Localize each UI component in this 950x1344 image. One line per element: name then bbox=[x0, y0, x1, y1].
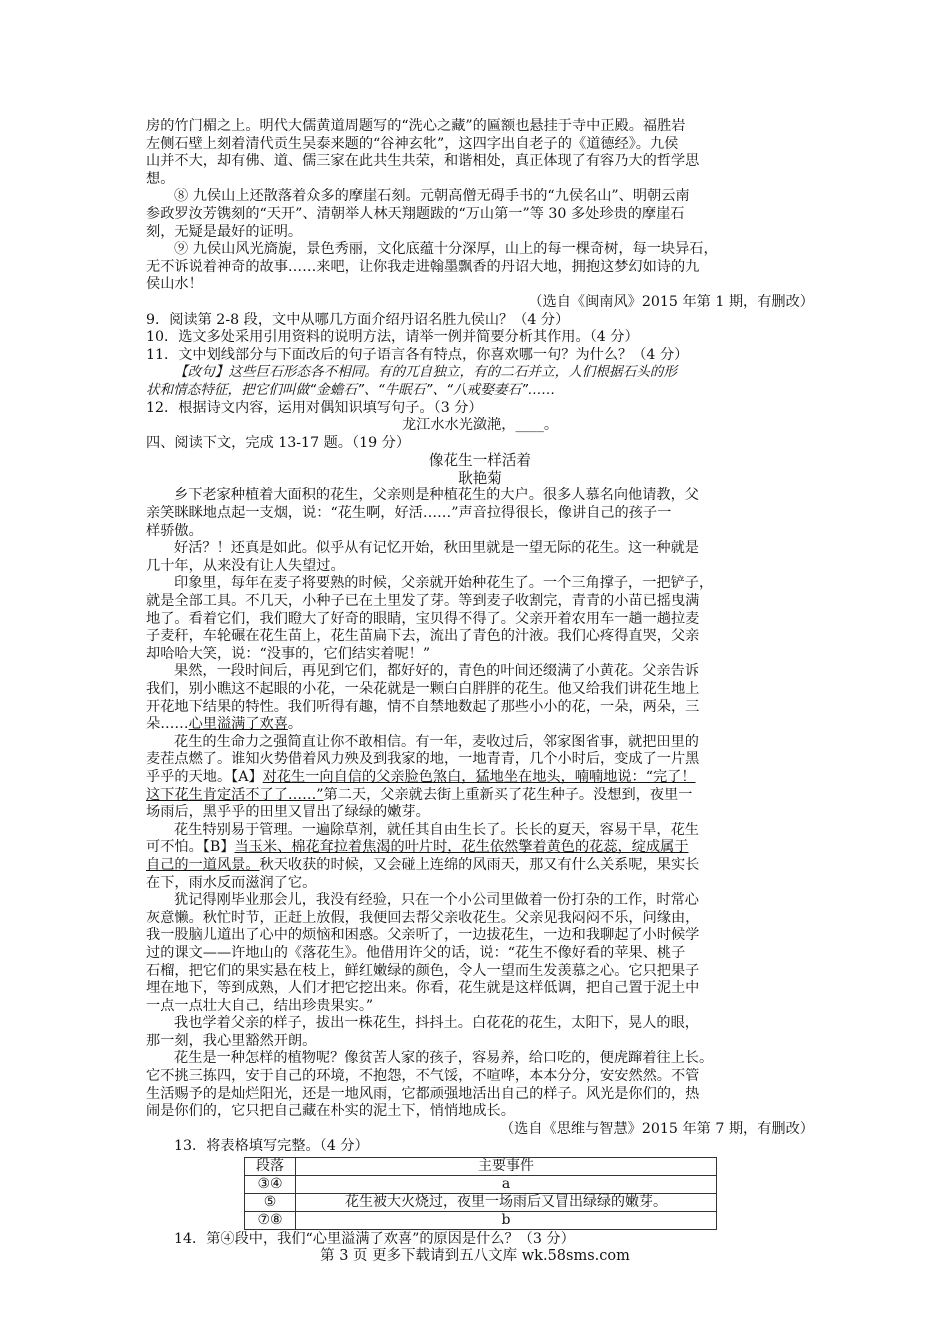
text-fragment: 乎乎的天地。【A】 bbox=[146, 768, 263, 785]
table-cell: 花生被大火烧过，夜里一场雨后又冒出绿绿的嫩芽。 bbox=[296, 1194, 717, 1212]
table-cell: a bbox=[296, 1176, 717, 1194]
revised-sentence-line: 【改句】这些巨石形态各不相同。有的兀自独立，有的二石并立，人们根据石头的形 bbox=[174, 364, 677, 381]
text-line: 好活？！还真是如此。似乎从有记忆开始，秋田里就是一望无际的花生。这一种就是 bbox=[174, 540, 699, 557]
text-line: 我一股脑儿道出了心中的烦恼和困惑。父亲听了，一边拔花生，一边和我聊起了小时候学 bbox=[146, 927, 700, 944]
article-author: 耿艳菊 bbox=[458, 469, 502, 487]
text-line: 参政罗汝芳镌刻的“天开”、清朝举人林天翔题跋的“万山第一”等 30 多处珍贵的摩崖石 bbox=[146, 205, 685, 222]
text-line: 犹记得刚毕业那会儿，我没有经验，只在一个小公司里做着一份打杂的工作，时常心 bbox=[174, 892, 699, 909]
events-table bbox=[244, 1157, 717, 1230]
table-cell: b bbox=[296, 1212, 717, 1230]
question-12: 12．根据诗文内容，运用对偶知识填写句子。（3 分） bbox=[146, 399, 483, 416]
text-line: 印象里，每年在麦子将要熟的时候，父亲就开始种花生了。一个三角撑子，一把铲子， bbox=[174, 575, 714, 592]
text-line: 想。 bbox=[146, 170, 175, 187]
table-cell: ⑦⑧ bbox=[245, 1212, 296, 1230]
text-line: 样骄傲。 bbox=[146, 522, 203, 539]
text-line: ⑧ 九侯山上还散落着众多的摩崖石刻。元朝高僧无碍手书的“九侯名山”、明朝云南 bbox=[174, 188, 690, 205]
text-line: 乡下老家种植着大面积的花生，父亲则是种植花生的大户。很多人慕名向他请教，父 bbox=[174, 487, 699, 504]
text-fragment: 可不怕。【B】 bbox=[146, 839, 235, 856]
text-fragment: 朵…… bbox=[146, 716, 189, 733]
text-line bbox=[146, 857, 814, 875]
table-header-cell: 主要事件 bbox=[296, 1158, 717, 1176]
document-page bbox=[146, 118, 814, 1249]
section-heading: 四、阅读下文，完成 13-17 题。（19 分） bbox=[146, 434, 411, 451]
underlined-sentence-b: 自己的一道风景。 bbox=[146, 856, 260, 873]
source-citation: （选自《闽南风》2015 年第 1 期，有删改） bbox=[528, 293, 814, 310]
text-line: 几十年，从来没有让人失望过。 bbox=[146, 557, 345, 574]
table-row bbox=[245, 1212, 717, 1230]
text-line: 山并不大，却有佛、道、儒三家在此共生共荣，和谐相处，真正体现了有容乃大的哲学思 bbox=[146, 153, 700, 170]
text-line: 果然，一段时间后，再见到它们，都好好的，青色的叶间还缀满了小黄花。父亲告诉 bbox=[174, 663, 699, 680]
text-line: 在下，雨水反而滋润了它。 bbox=[146, 874, 317, 891]
text-line: 左侧石壁上刻着清代贡生吴泰来题的“谷神玄牝”，这四字出自老子的《道德经》。九侯 bbox=[146, 135, 679, 152]
table-row bbox=[245, 1176, 717, 1194]
text-line: 无不诉说着神奇的故事……来吧，让你我走进翰墨飘香的丹诏大地，拥抱这梦幻如诗的九 bbox=[146, 258, 700, 275]
text-fragment: 。 bbox=[287, 716, 303, 733]
table-header-row bbox=[245, 1158, 717, 1176]
text-line: 灰意懒。秋忙时节，正赶上放假，我便回去帮父亲收花生。父亲见我闷闷不乐，问缘由， bbox=[146, 909, 700, 926]
text-line bbox=[146, 716, 814, 734]
text-line: 一点一点壮大自己，结出珍贵果实。” bbox=[146, 997, 374, 1014]
revised-sentence-line: 状和情态特征，把它们叫做“金蟾石”、“牛眠石”、“八戒娶妻石”…… bbox=[146, 381, 556, 398]
table-cell: ③④ bbox=[245, 1176, 296, 1194]
previous-passage bbox=[146, 118, 814, 435]
text-line: ⑨ 九侯山风光旖旎，景色秀丽，文化底蕴十分深厚，山上的每一棵奇树，每一块异石， bbox=[174, 241, 718, 258]
text-line: 我也学着父亲的样子，拔出一株花生，抖抖土。白花花的花生，太阳下，晃人的眼， bbox=[174, 1015, 699, 1032]
text-line: 亲笑眯眯地点起一支烟，说：“花生啊，好活……”声音拉得很长，像讲自己的孩子一 bbox=[146, 505, 672, 522]
question-9: 9．阅读第 2-8 段，文中从哪几方面介绍丹诏名胜九侯山？（4 分） bbox=[146, 311, 570, 328]
text-line: 刻，无疑是最好的证明。 bbox=[146, 223, 303, 240]
question-10: 10．选文多处采用引用资料的说明方法，请举一例并简要分析其作用。（4 分） bbox=[146, 329, 639, 346]
underlined-sentence-b: 当玉米、棉花耷拉着焦渴的叶片时，花生依然擎着黄色的花蕊，绽成属于 bbox=[234, 839, 689, 856]
question-14: 14．第④段中，我们“心里溢满了欢喜”的原因是什么？（3 分） bbox=[174, 1231, 575, 1248]
text-line: 开花地下结果的特性。我们听得有趣，情不自禁地数起了那些小小的花，一朵，两朵，三 bbox=[146, 698, 700, 715]
text-line: 却哈哈大笑，说：“没事的，它们结实着呢！” bbox=[146, 645, 431, 662]
text-line: 房的竹门楣之上。明代大儒黄道周题写的“洗心之藏”的匾额也悬挂于寺中正殿。福胜岩 bbox=[146, 118, 686, 134]
page-footer: 第 3 页 更多下载请到五八文库 wk.58sms.com bbox=[320, 1248, 630, 1264]
text-line: 场雨后，黑乎乎的田里又冒出了绿绿的嫩芽。 bbox=[146, 804, 430, 821]
underlined-sentence-a: 这下花生肯定活不了了……” bbox=[146, 786, 324, 803]
table-row bbox=[245, 1194, 717, 1212]
underlined-sentence-a: 对花生一向自信的父亲脸色煞白，猛地坐在地头，喃喃地说：“完了！ bbox=[262, 768, 696, 785]
text-line: 我们，别小瞧这不起眼的小花，一朵花就是一颗白白胖胖的花生。他又给我们讲花生地上 bbox=[146, 681, 700, 697]
text-line: 麦茬点燃了。谁知火势借着风力殃及到我家的地，一地青青，几个小时后，变成了一片黑 bbox=[146, 751, 700, 768]
question-11: 11．文中划线部分与下面改后的句子语言各有特点，你喜欢哪一句？为什么？（4 分） bbox=[146, 346, 689, 363]
text-line: 花生是一种怎样的植物呢？像贫苦人家的孩子，容易养，给口吃的，便虎蹿着往上长。 bbox=[174, 1050, 714, 1067]
section-four bbox=[146, 435, 814, 1249]
text-line: 埋在地下，等到成熟，人们才把它挖出来。你看，花生就是这样低调，把自己置于泥土中 bbox=[146, 980, 700, 997]
text-line: 闹是你们的，它只把自己藏在朴实的泥土下，悄悄地成长。 bbox=[146, 1103, 515, 1120]
couplet-blank: 龙江水水光潋滟，____。 bbox=[401, 417, 559, 434]
text-line bbox=[146, 839, 814, 857]
text-line: 就是全部工具。不几天，小种子已在土里发了芽。等到麦子收割完，青青的小苗已摇曳满 bbox=[146, 593, 700, 610]
text-line: 子麦秆，车轮碾在花生苗上，花生苗扁下去，流出了青色的汁液。我们心疼得直哭，父亲 bbox=[146, 628, 700, 645]
text-line bbox=[146, 787, 814, 805]
text-line: 它不挑三拣四，安于自己的环境，不抱怨，不气馁，不喧哗，本本分分，安安然然。不管 bbox=[146, 1068, 700, 1085]
table-cell: ⑤ bbox=[245, 1194, 296, 1212]
text-line: 花生的生命力之强简直让你不敢相信。有一年，麦收过后，邻家图省事，就把田里的 bbox=[174, 733, 699, 750]
text-fragment: 秋天收获的时候，又会碰上连绵的风雨天，那又有什么关系呢，果实长 bbox=[259, 856, 700, 873]
text-line: 侯山水！ bbox=[146, 276, 203, 293]
text-line: 花生特别易于管理。一遍除草剂，就任其自由生长了。长长的夏天，容易干旱，花生 bbox=[174, 821, 699, 838]
text-fragment: 第二天，父亲就去街上重新买了花生种子。没想到，夜里一 bbox=[323, 786, 693, 803]
source-citation: （选自《思维与智慧》2015 年第 7 期，有删改） bbox=[499, 1120, 814, 1137]
text-line bbox=[146, 769, 814, 787]
text-line: 地了。看着它们，我们瞪大了好奇的眼睛，宝贝得不得了。父亲开着农用车一趟一趟拉麦 bbox=[146, 610, 700, 627]
article-title: 像花生一样活着 bbox=[428, 452, 532, 470]
text-line: 那一刻，我心里豁然开朗。 bbox=[146, 1032, 317, 1049]
text-line: 生活赐予的是灿烂阳光，还是一地风雨，它都顽强地活出自己的样子。风光是你们的，热 bbox=[146, 1085, 700, 1102]
table-header-cell: 段落 bbox=[245, 1158, 296, 1176]
text-line: 过的课文——许地山的《落花生》。他借用许父的话，说：“花生不像好看的苹果、桃子 bbox=[146, 944, 686, 961]
underlined-phrase: 心里溢满了欢喜 bbox=[188, 716, 288, 733]
text-line: 石榴，把它们的果实悬在枝上，鲜红嫩绿的颜色，令人一望而生发羡慕之心。它只把果子 bbox=[146, 962, 700, 979]
question-13: 13．将表格填写完整。（4 分） bbox=[174, 1138, 369, 1155]
